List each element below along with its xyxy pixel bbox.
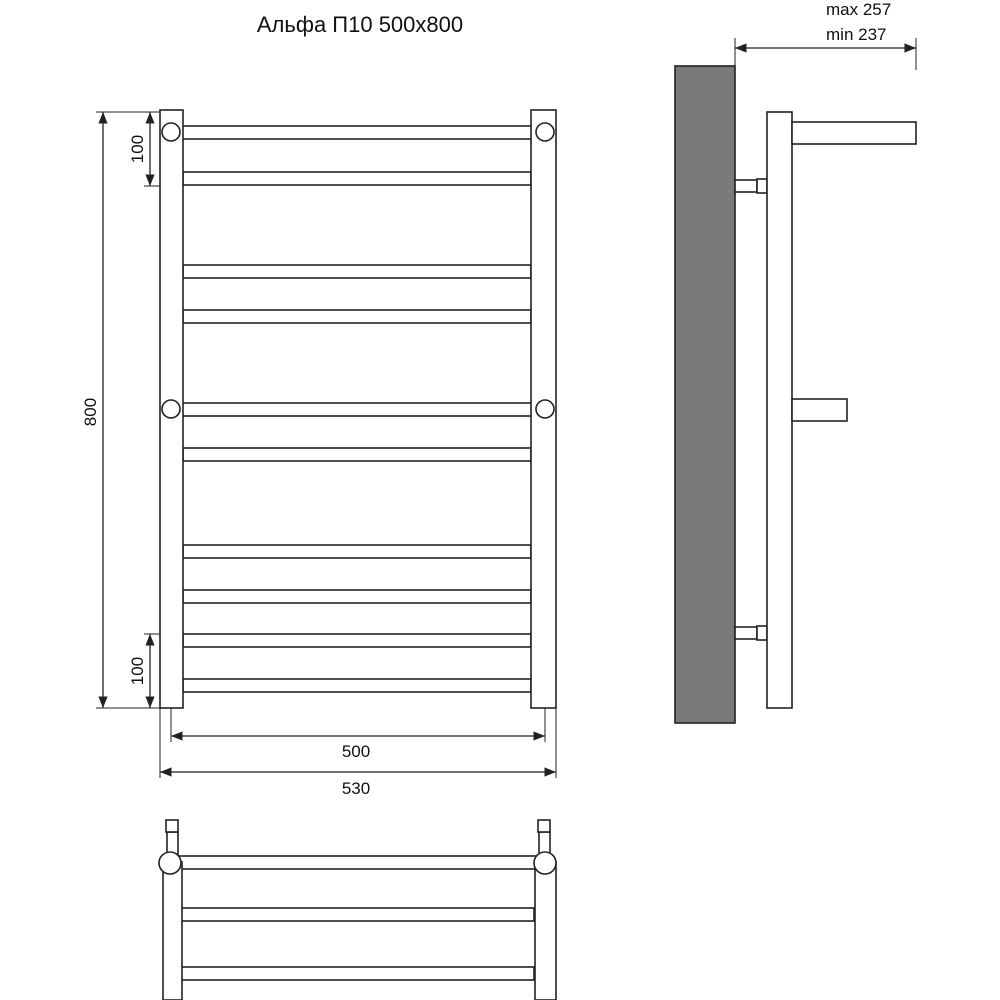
rung-8 [183, 590, 531, 603]
top-view [159, 820, 556, 1000]
mid-right-connector [536, 400, 554, 418]
top-right-connector [536, 123, 554, 141]
upper-wall-mount-cap [757, 179, 767, 193]
front-view [160, 110, 556, 708]
middle-shelf-arm [792, 399, 847, 421]
rung-2 [183, 172, 531, 185]
top-view-left-mount [167, 832, 178, 854]
top-view-bar-1 [170, 856, 546, 869]
rung-9 [183, 634, 531, 647]
top-view-right-mount [539, 832, 550, 854]
side-post [767, 112, 792, 708]
drawing-title: Альфа П10 500х800 [256, 12, 464, 37]
top-view-right-rail [535, 862, 556, 1000]
rung-10 [183, 679, 531, 692]
depth-min-label: min 237 [826, 25, 887, 44]
height-label: 800 [81, 397, 100, 427]
rung-7 [183, 545, 531, 558]
rung-6 [183, 448, 531, 461]
outer-width-label: 530 [341, 779, 371, 798]
top-shelf-arm [792, 122, 916, 144]
mid-left-connector [162, 400, 180, 418]
top-view-right-connector [534, 852, 556, 874]
depth-max-label: max 257 [826, 0, 892, 19]
bottom-step-label: 100 [128, 656, 147, 686]
rung-3 [183, 265, 531, 278]
rung-5 [170, 403, 546, 416]
side-view [675, 0, 916, 723]
top-view-left-mount-cap [166, 820, 178, 832]
rung-4 [183, 310, 531, 323]
wall [675, 66, 735, 723]
top-view-left-connector [159, 852, 181, 874]
lower-wall-mount-cap [757, 626, 767, 640]
top-view-right-mount-cap [538, 820, 550, 832]
top-view-bar-2 [180, 908, 534, 921]
upper-wall-mount [735, 180, 757, 192]
top-view-left-rail [163, 862, 182, 1000]
inner-width-label: 500 [341, 742, 371, 761]
top-view-bar-3 [180, 967, 534, 980]
top-left-connector [162, 123, 180, 141]
rung-1 [170, 126, 546, 139]
top-step-label: 100 [128, 134, 147, 164]
lower-wall-mount [735, 627, 757, 639]
